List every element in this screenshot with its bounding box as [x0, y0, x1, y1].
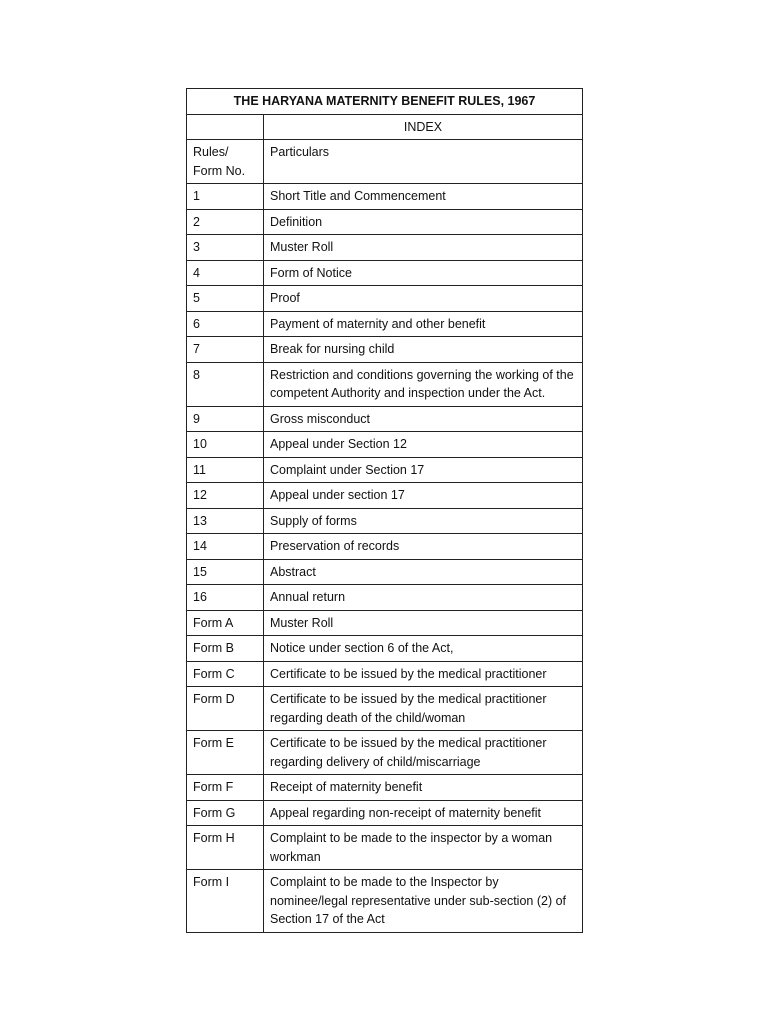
index-label-row — [187, 114, 583, 140]
table-row — [187, 483, 583, 509]
rule-number-cell: Form H — [187, 826, 264, 870]
rule-number-cell: Form E — [187, 731, 264, 775]
particulars-cell: Certificate to be issued by the medical practitioner regarding delivery of child/miscarriage — [264, 731, 583, 775]
table-row — [187, 610, 583, 636]
table-row — [187, 775, 583, 801]
table-row — [187, 406, 583, 432]
particulars-cell: Complaint to be made to the inspector by a woman workman — [264, 826, 583, 870]
particulars-cell: Appeal under Section 12 — [264, 432, 583, 458]
table-row — [187, 870, 583, 933]
particulars-cell: Break for nursing child — [264, 337, 583, 363]
index-table-body — [187, 89, 583, 933]
particulars-cell: Annual return — [264, 585, 583, 611]
particulars-cell: Preservation of records — [264, 534, 583, 560]
table-row — [187, 585, 583, 611]
column-header-particulars: Particulars — [264, 140, 583, 184]
particulars-cell: Payment of maternity and other benefit — [264, 311, 583, 337]
rule-number-cell: 5 — [187, 286, 264, 312]
rule-number-cell: 7 — [187, 337, 264, 363]
particulars-cell: Muster Roll — [264, 610, 583, 636]
rule-number-cell: 8 — [187, 362, 264, 406]
table-row — [187, 260, 583, 286]
particulars-cell: Receipt of maternity benefit — [264, 775, 583, 801]
table-row — [187, 311, 583, 337]
table-row — [187, 337, 583, 363]
rule-number-cell: Form A — [187, 610, 264, 636]
particulars-cell: Appeal under section 17 — [264, 483, 583, 509]
document-title: THE HARYANA MATERNITY BENEFIT RULES, 1967 — [187, 89, 583, 115]
table-row — [187, 661, 583, 687]
table-row — [187, 209, 583, 235]
rule-number-cell: Form I — [187, 870, 264, 933]
table-row — [187, 286, 583, 312]
rule-number-cell: Form C — [187, 661, 264, 687]
particulars-cell: Muster Roll — [264, 235, 583, 261]
rule-number-cell: Form B — [187, 636, 264, 662]
table-row — [187, 826, 583, 870]
particulars-cell: Certificate to be issued by the medical practitioner regarding death of the child/woman — [264, 687, 583, 731]
table-row — [187, 534, 583, 560]
particulars-cell: Certificate to be issued by the medical practitioner — [264, 661, 583, 687]
particulars-cell: Appeal regarding non-receipt of maternity benefit — [264, 800, 583, 826]
table-row — [187, 362, 583, 406]
particulars-cell: Gross misconduct — [264, 406, 583, 432]
index-table — [186, 88, 583, 933]
rule-number-cell: Form G — [187, 800, 264, 826]
rule-number-cell: Form F — [187, 775, 264, 801]
rule-number-cell: 11 — [187, 457, 264, 483]
index-label: INDEX — [264, 114, 583, 140]
particulars-cell: Short Title and Commencement — [264, 184, 583, 210]
particulars-cell: Abstract — [264, 559, 583, 585]
table-row — [187, 432, 583, 458]
particulars-cell: Complaint under Section 17 — [264, 457, 583, 483]
column-header-row — [187, 140, 583, 184]
table-row — [187, 559, 583, 585]
particulars-cell: Proof — [264, 286, 583, 312]
rule-number-cell: 12 — [187, 483, 264, 509]
rule-number-cell: 9 — [187, 406, 264, 432]
table-row — [187, 800, 583, 826]
rule-number-cell: Form D — [187, 687, 264, 731]
rule-number-cell: 15 — [187, 559, 264, 585]
table-row — [187, 508, 583, 534]
table-row — [187, 636, 583, 662]
particulars-cell: Supply of forms — [264, 508, 583, 534]
rule-number-cell: 14 — [187, 534, 264, 560]
table-row — [187, 731, 583, 775]
particulars-cell: Form of Notice — [264, 260, 583, 286]
rule-number-cell: 16 — [187, 585, 264, 611]
table-row — [187, 235, 583, 261]
rule-number-cell: 3 — [187, 235, 264, 261]
table-row — [187, 687, 583, 731]
particulars-cell: Restriction and conditions governing the working of the competent Authority and inspection under the Act. — [264, 362, 583, 406]
particulars-cell: Notice under section 6 of the Act, — [264, 636, 583, 662]
table-row — [187, 184, 583, 210]
rule-number-cell: 10 — [187, 432, 264, 458]
rule-number-cell: 2 — [187, 209, 264, 235]
column-header-rule-no: Rules/ Form No. — [187, 140, 264, 184]
particulars-cell: Definition — [264, 209, 583, 235]
rule-number-cell: 4 — [187, 260, 264, 286]
index-label-empty-cell — [187, 114, 264, 140]
rule-number-cell: 13 — [187, 508, 264, 534]
rule-number-cell: 1 — [187, 184, 264, 210]
rule-number-cell: 6 — [187, 311, 264, 337]
title-row — [187, 89, 583, 115]
table-row — [187, 457, 583, 483]
particulars-cell: Complaint to be made to the Inspector by nominee/legal representative under sub-section (2) of Section 17 of the Act — [264, 870, 583, 933]
